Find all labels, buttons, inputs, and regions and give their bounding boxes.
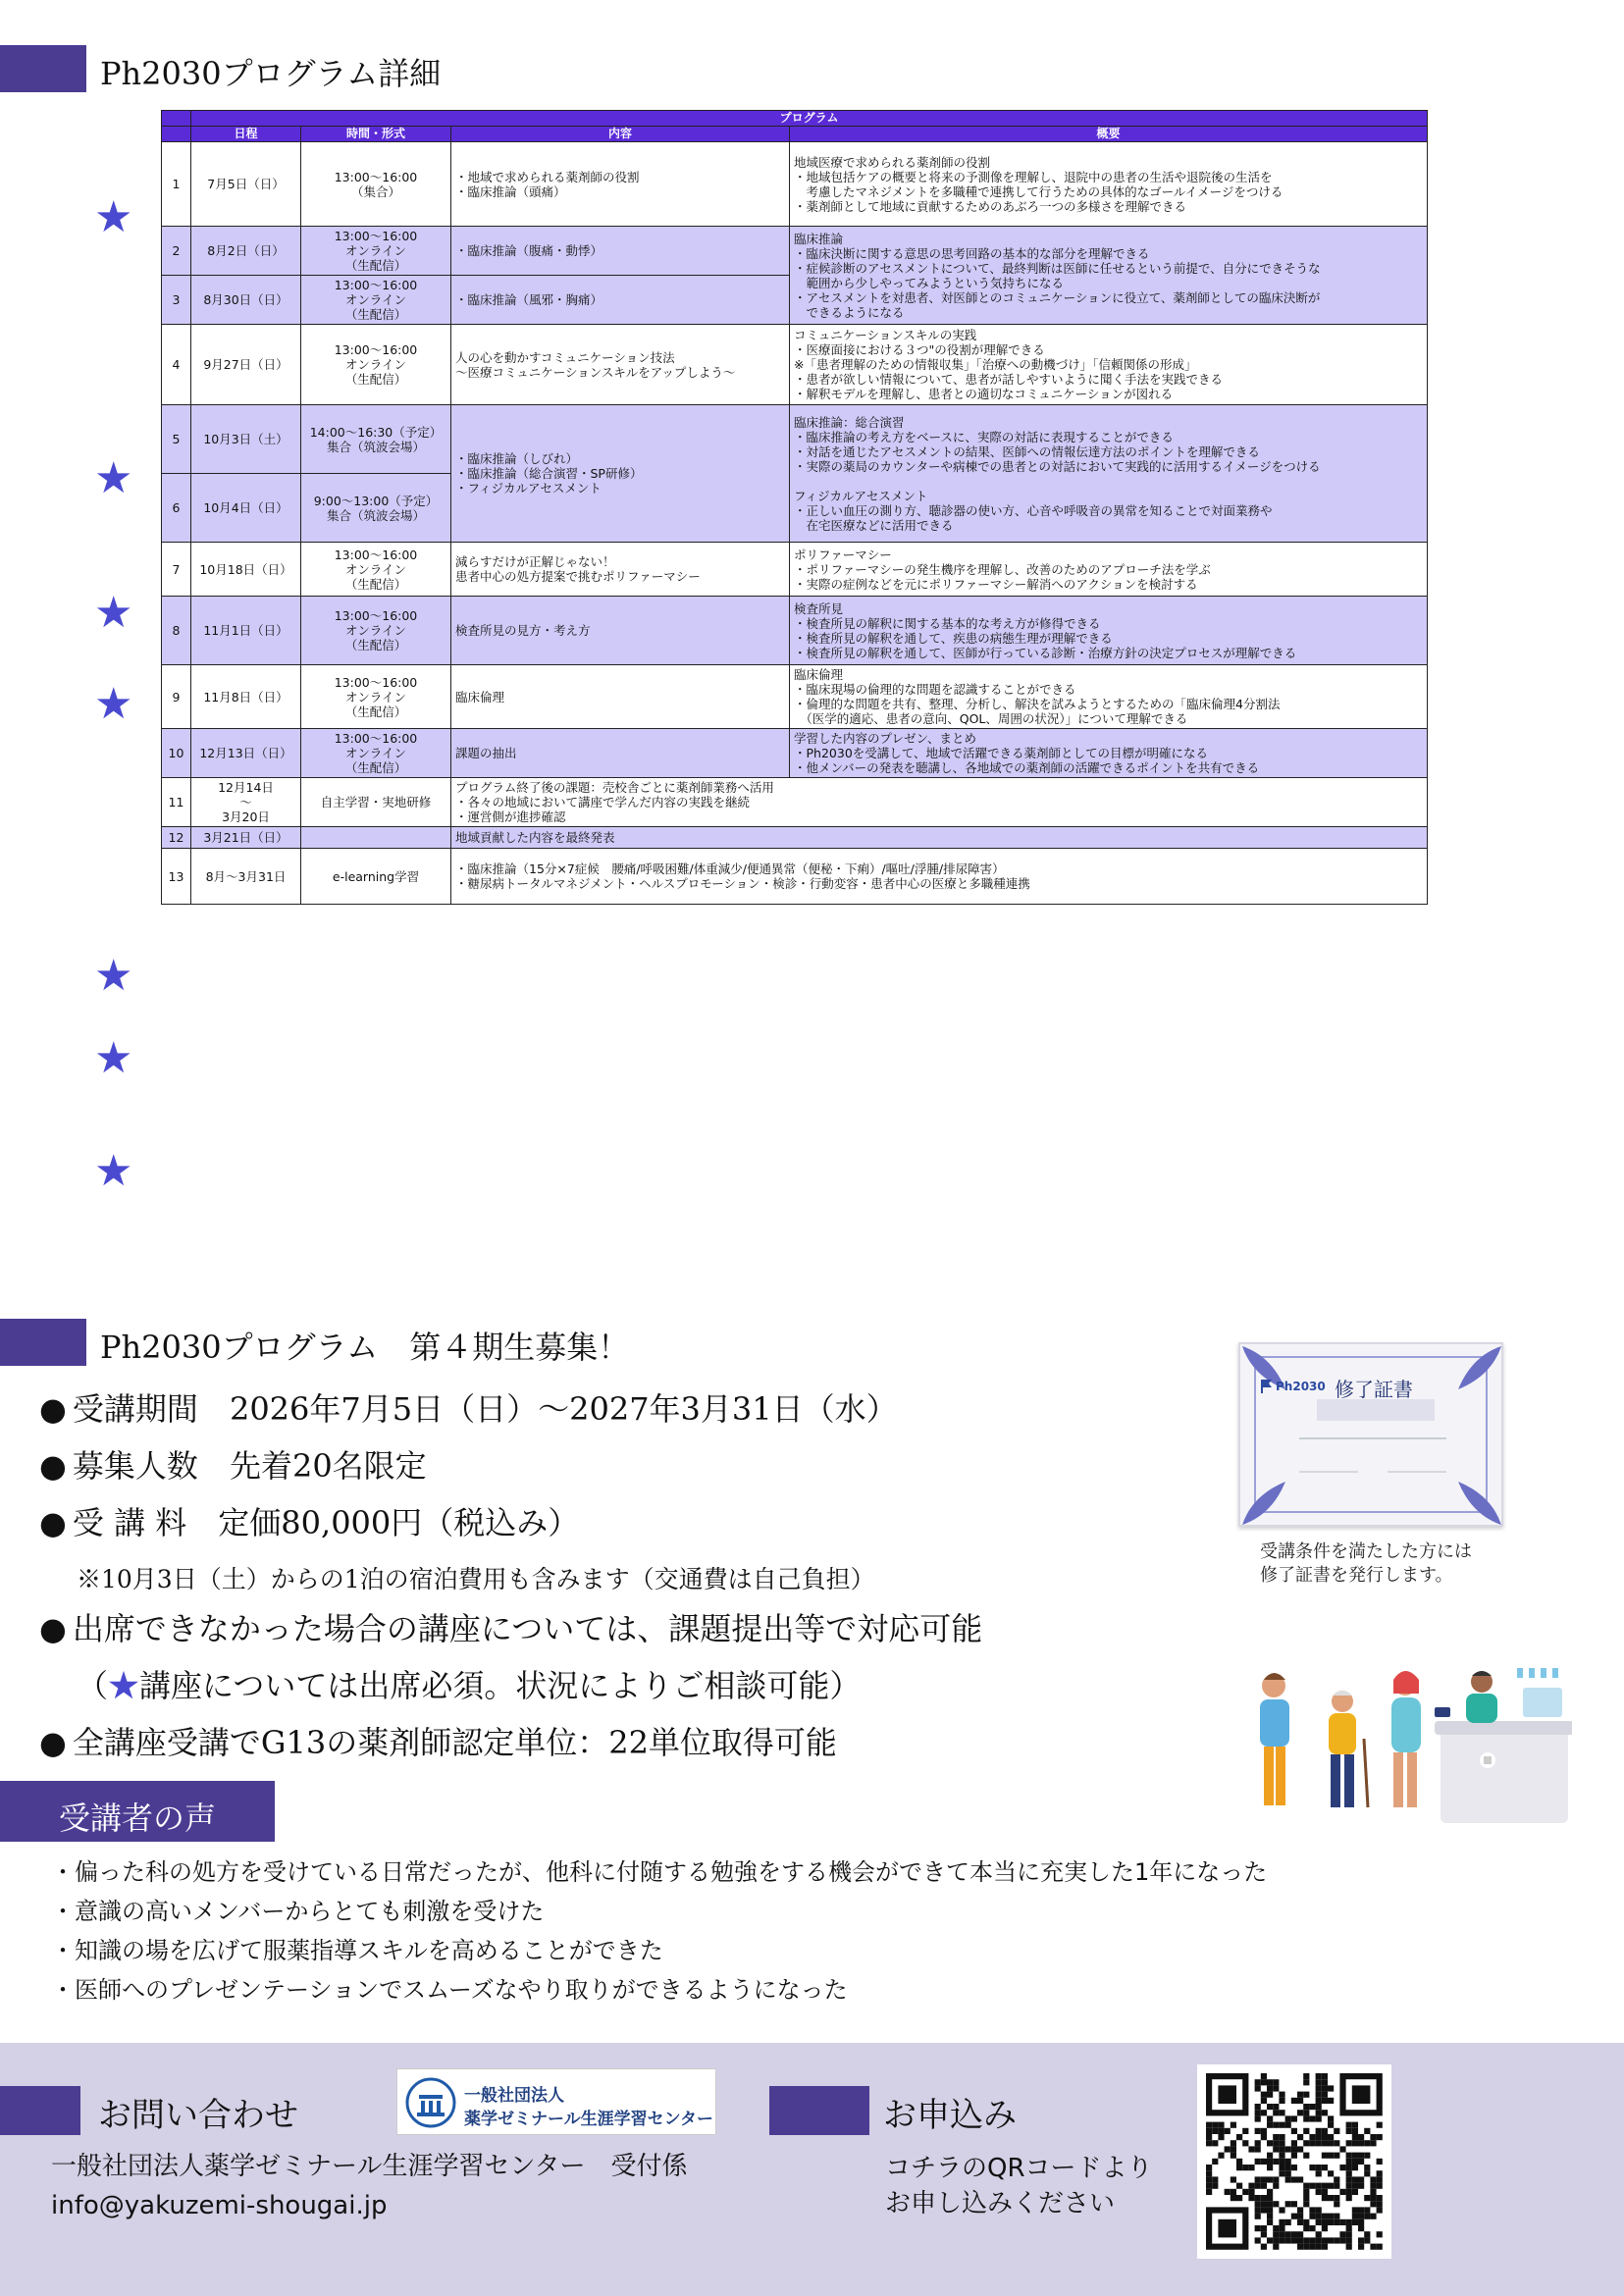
cell-line: ・地域包括ケアの概要と将来の予測像を理解し、退院中の患者の生活や退院後の生活を: [794, 169, 1273, 184]
cell-line: 集合（筑波会場）: [326, 507, 425, 523]
cell-line: できるようになる: [794, 304, 905, 320]
cell-line: （生配信）: [344, 760, 407, 775]
row-summary: [790, 543, 1428, 597]
row-no: 6: [162, 474, 191, 543]
apply-line-1: コチラのQRコードより: [885, 2154, 1153, 2183]
cell-line: 地域医療で求められる薬剤師の役割: [794, 154, 991, 170]
cell-line: 13:00～16:00: [334, 731, 418, 746]
row-date: [191, 665, 301, 729]
row-date: [191, 142, 301, 227]
cell-line: ・他メンバーの発表を聴講し、各地域での薬剤師の活躍できるポイントを共有できる: [794, 760, 1260, 775]
row-no: 11: [162, 778, 191, 827]
row-content: [451, 543, 790, 597]
cell-line: （医学的適応、患者の意向、QOL、周囲の状況）」について理解できる: [794, 711, 1188, 726]
cell-line: ・地域で求められる薬剤師の役割: [455, 169, 640, 184]
contact-title: お問い合わせ: [98, 2096, 298, 2135]
star-icon: ★: [94, 588, 133, 638]
table-row: [162, 849, 1428, 905]
row-summary: [790, 405, 1428, 543]
cell-line: 8月～3月31日: [205, 868, 287, 884]
certificate-ornament-icon: [1240, 1344, 1505, 1529]
cell-line: 自主学習・実地研修: [320, 795, 432, 809]
certificate-title: 修了証書: [1335, 1378, 1413, 1401]
cell-line: オンライン: [344, 689, 407, 704]
absent-note-pre: （: [77, 1667, 109, 1704]
contact-bar: [0, 2086, 80, 2135]
cell-line: 減らすだけが正解じゃない！: [455, 554, 615, 569]
cell-line: 患者中心の処方提案で挑むポリファーマシー: [455, 569, 701, 584]
certificate-image: [1238, 1342, 1503, 1527]
cell-line: オンライン: [344, 292, 407, 307]
cell-line: ※「患者理解のための情報収集」「治療への動機づけ」「信頼関係の形成」: [794, 357, 1197, 372]
cell-line: 12月13日（日）: [199, 746, 292, 760]
cell-line: ポリファーマシー: [794, 547, 892, 562]
row-no: 4: [162, 325, 191, 405]
cell-line: ・臨床推論（風邪・胸痛）: [455, 292, 603, 307]
cell-line: [794, 474, 1423, 489]
voice-item: ・知識の場を広げて服薬指導スキルを高めることができた: [51, 1937, 663, 1964]
row-date: [191, 597, 301, 665]
apply-bar: [769, 2086, 869, 2135]
row-no: 12: [162, 827, 191, 849]
header-col-2: 内容: [451, 127, 790, 142]
cell-line: 臨床倫理: [455, 689, 505, 704]
cell-line: 11月1日（日）: [203, 623, 288, 638]
cell-line: 人の心を動かすコミュニケーション技法: [455, 349, 675, 365]
bullet: ●: [39, 1504, 67, 1541]
row-no: 1: [162, 142, 191, 227]
cell-line: （生配信）: [344, 258, 407, 273]
table-header-columns: [162, 127, 1428, 142]
cell-line: ・症候診断のアセスメントについて、最終判断は医師に任せるという前提で、自分にできそうな: [794, 260, 1321, 276]
recruit-period-label: 受講期間: [72, 1390, 198, 1428]
row-date: [191, 227, 301, 276]
row-content: [451, 778, 1428, 827]
section-bar-1: [0, 45, 86, 92]
cell-line: ・実際の薬局のカウンターや病棟での患者との対話において実践的に活用するイメージをつける: [794, 458, 1321, 474]
cell-line: 検査所見の見方・考え方: [455, 623, 591, 638]
program-schedule-table: [161, 110, 1428, 905]
cell-line: [305, 830, 446, 845]
row-no: 13: [162, 849, 191, 905]
cell-line: ・検査所見の解釈を通して、疾患の病態生理が理解できる: [794, 630, 1113, 646]
table-row: [162, 665, 1428, 729]
cell-line: ・臨床決断に関する意思の思考回路の基本的な部分を理解できる: [794, 245, 1150, 261]
row-date: [191, 543, 301, 597]
cell-line: ・臨床推論（しびれ）: [455, 451, 579, 466]
cell-line: 臨床倫理: [794, 667, 844, 682]
cell-line: （集合）: [350, 183, 400, 199]
table-row: [162, 597, 1428, 665]
qr-code-icon[interactable]: [1197, 2064, 1391, 2259]
star-icon: ★: [94, 1033, 133, 1083]
star-icon: ★: [94, 1146, 133, 1196]
star-icon: ★: [94, 192, 133, 242]
row-content: [451, 325, 790, 405]
row-date: [191, 325, 301, 405]
header-col-0: 日程: [191, 127, 301, 142]
cell-line: 13:00～16:00: [334, 278, 418, 292]
cell-line: 地域貢献した内容を最終発表: [455, 830, 615, 845]
cell-line: ・ポリファーマシーの発生機序を理解し、改善のためのアプローチ法を学ぶ: [794, 561, 1211, 577]
row-content: [451, 729, 790, 778]
row-content: [451, 142, 790, 227]
row-summary: [790, 142, 1428, 227]
cell-line: 3月20日: [222, 809, 270, 824]
cell-line: ～: [239, 795, 252, 809]
cell-line: （生配信）: [344, 576, 407, 592]
table-row: [162, 827, 1428, 849]
row-time: [301, 729, 451, 778]
cell-line: 7月5日（日）: [207, 177, 285, 191]
cell-line: 13:00～16:00: [334, 342, 418, 357]
table-row: [162, 142, 1428, 227]
star-icon: ★: [94, 679, 133, 729]
cell-line: 10月4日（日）: [203, 500, 288, 515]
recruit-fee-label: 受 講 料: [72, 1504, 187, 1541]
row-time: [301, 325, 451, 405]
cell-line: e-learning学習: [332, 868, 420, 884]
cell-line: （生配信）: [344, 704, 407, 719]
recruit-period-value: 2026年7月5日（日）～2027年3月31日（水）: [229, 1390, 898, 1428]
row-time: [301, 597, 451, 665]
cell-line: 臨床推論: [794, 231, 844, 246]
recruit-fee-note: ※10月3日（土）からの1泊の宿泊費用も含みます（交通費は自己負担）: [77, 1565, 875, 1593]
cell-line: ・対話を通じたアセスメントの結果、医師への情報伝達方法のポイントを理解できる: [794, 444, 1260, 459]
cell-line: フィジカルアセスメント: [794, 488, 928, 503]
cell-line: 9:00～13:00（予定）: [313, 493, 439, 508]
cell-line: ・薬剤師として地域に貢献するためのあぶろ一つの多様さを理解できる: [794, 198, 1187, 214]
row-time: [301, 405, 451, 474]
row-no: 2: [162, 227, 191, 276]
voice-item: ・医師へのプレゼンテーションでスムーズなやり取りができるようになった: [51, 1976, 848, 2004]
voices-title: 受講者の声: [59, 1800, 217, 1837]
logo-line2: 薬学ゼミナール生涯学習センター: [464, 2110, 713, 2129]
bullet: ●: [39, 1724, 67, 1761]
row-time: [301, 778, 451, 827]
cell-line: ・正しい血圧の測り方、聴診器の使い方、心音や呼吸音の異常を知ることで対面業務や: [794, 502, 1273, 518]
row-date: [191, 827, 301, 849]
recruit-fee-value: 定価80,000円（税込み）: [218, 1504, 580, 1541]
cell-line: 13:00～16:00: [334, 169, 418, 184]
cell-line: 13:00～16:00: [334, 547, 418, 562]
row-date: [191, 729, 301, 778]
table-row: [162, 227, 1428, 276]
row-summary: [790, 729, 1428, 778]
cell-line: 13:00～16:00: [334, 608, 418, 623]
cell-line: オンライン: [344, 561, 407, 577]
row-time: [301, 827, 451, 849]
contact-org: 一般社団法人薬学ゼミナール生涯学習センター 受付係: [51, 2152, 688, 2181]
recruit-absent-text: 出席できなかった場合の講座については、課題提出等で対応可能: [72, 1610, 983, 1647]
certificate-caption-2: 修了証書を発行します。: [1260, 1565, 1453, 1586]
apply-title: お申込み: [883, 2096, 1017, 2135]
row-summary: [790, 325, 1428, 405]
cell-line: 10月18日（日）: [199, 561, 292, 577]
cell-line: 8月2日（日）: [207, 243, 285, 258]
cell-line: ・検査所見の解釈を通して、医師が行っている診断・治療方針の決定プロセスが理解できる: [794, 645, 1297, 660]
recruit-credit: [39, 1723, 837, 1762]
row-content: [451, 849, 1428, 905]
cell-line: 集合（筑波会場）: [326, 439, 425, 454]
bullet: ●: [39, 1390, 67, 1428]
row-time: [301, 276, 451, 325]
bullet: ●: [39, 1447, 67, 1485]
cell-line: ～医療コミュニケーションスキルをアップしよう～: [455, 364, 736, 380]
table-header-program: [162, 111, 1428, 127]
recruit-capacity-value: 先着20名限定: [229, 1447, 427, 1485]
cell-line: ・臨床推論（総合演習・SP研修）: [455, 466, 643, 481]
cell-line: ・検査所見の解釈に関する基本的な考え方が修得できる: [794, 615, 1101, 631]
logo-line1: 一般社団法人: [464, 2086, 564, 2106]
row-summary: [790, 597, 1428, 665]
recruit-credit-text: 全講座受講でG13の薬剤師認定単位：22単位取得可能: [72, 1724, 837, 1761]
row-no: 9: [162, 665, 191, 729]
recruit-capacity-label: 募集人数: [72, 1447, 198, 1485]
row-no: 5: [162, 405, 191, 474]
row-date: [191, 778, 301, 827]
row-content: [451, 276, 790, 325]
star-icon: ★: [108, 1667, 140, 1704]
cell-line: 8月30日（日）: [203, 292, 288, 307]
cell-line: 考慮したマネジメントを多職種で連携して行うための具体的なゴールイメージをつける: [794, 183, 1283, 199]
pharmacy-illustration: [1238, 1658, 1572, 1825]
cell-line: ・患者が欲しい情報について、患者が話しやすいように聞く手法を実践できる: [794, 372, 1224, 387]
table-row: [162, 543, 1428, 597]
header-blank: [162, 111, 191, 127]
row-time: [301, 665, 451, 729]
row-time: [301, 849, 451, 905]
table-row: [162, 778, 1428, 827]
row-no: 8: [162, 597, 191, 665]
cell-line: （生配信）: [344, 638, 407, 652]
star-icon: ★: [94, 951, 133, 1001]
row-content: [451, 665, 790, 729]
cell-line: ・臨床推論（腹痛・動悸）: [455, 243, 603, 258]
row-content: [451, 405, 790, 543]
recruit-capacity: [39, 1446, 427, 1486]
cell-line: ・臨床推論の考え方をベースに、実際の対話に表現することができる: [794, 429, 1174, 444]
cell-line: 課題の抽出: [455, 746, 517, 760]
header-no: [162, 127, 191, 142]
cell-line: 13:00～16:00: [334, 229, 418, 243]
cell-line: 在宅医療などに活用できる: [794, 517, 954, 533]
row-summary: [790, 227, 1428, 325]
header-program: プログラム: [191, 111, 1428, 127]
row-no: 3: [162, 276, 191, 325]
cell-line: ・運営側が進捗確認: [455, 809, 566, 824]
cell-line: ・フィジカルアセスメント: [455, 481, 602, 496]
qr-code[interactable]: [1197, 2064, 1391, 2259]
header-col-3: 概要: [790, 127, 1428, 142]
apply-line-2: お申し込みください: [885, 2189, 1116, 2218]
section-bar-2: [0, 1319, 86, 1366]
cell-line: ・解釈モデルを理解し、患者との適切なコミュニケーションが図れる: [794, 387, 1174, 401]
cell-line: ・アセスメントを対患者、対医師とのコミュニケーションに役立て、薬剤師としての臨床決断が: [794, 289, 1321, 305]
cell-line: ・臨床現場の倫理的な問題を認識することができる: [794, 682, 1076, 697]
section-title-recruit: Ph2030プログラム 第４期生募集！: [100, 1329, 630, 1366]
cell-line: 14:00～16:30（予定）: [309, 424, 443, 440]
cell-line: オンライン: [344, 357, 407, 372]
cell-line: （生配信）: [344, 372, 407, 387]
cell-line: 学習した内容のプレゼン、まとめ: [794, 731, 977, 746]
row-content: [451, 227, 790, 276]
cell-line: コミュニケーションスキルの実践: [794, 328, 977, 342]
cell-line: ・各々の地域において講座で学んだ内容の実践を継続: [455, 795, 751, 809]
absent-note-post: 講座については出席必須。状況によりご相談可能）: [139, 1667, 862, 1704]
cell-line: オンライン: [344, 623, 407, 638]
cell-line: ・Ph2030を受講して、地域で活躍できる薬剤師としての目標が明確になる: [794, 746, 1209, 760]
cell-line: 11月8日（日）: [203, 689, 288, 704]
cell-line: オンライン: [344, 746, 407, 760]
voice-item: ・意識の高いメンバーからとても刺激を受けた: [51, 1898, 545, 1925]
header-col-1: 時間・形式: [301, 127, 451, 142]
star-icon: ★: [94, 453, 133, 503]
cell-line: 13:00～16:00: [334, 674, 418, 690]
row-no: 7: [162, 543, 191, 597]
contact-email[interactable]: info@yakuzemi-shougai.jp: [51, 2191, 388, 2220]
cell-line: 9月27日（日）: [203, 357, 288, 372]
row-time: [301, 227, 451, 276]
cell-line: 12月14日: [218, 780, 274, 795]
cell-line: ・医療面接における３つ"の役割が理解できる: [794, 342, 1045, 357]
certificate-brand: Ph2030: [1276, 1380, 1326, 1393]
row-time: [301, 543, 451, 597]
cell-line: ・臨床推論（頭痛）: [455, 183, 566, 199]
row-time: [301, 142, 451, 227]
bullet: ●: [39, 1610, 67, 1647]
row-content: [451, 827, 1428, 849]
cell-line: （生配信）: [344, 307, 407, 322]
cell-line: オンライン: [344, 243, 407, 258]
row-summary: [790, 665, 1428, 729]
certificate-caption-1: 受講条件を満たした方には: [1260, 1541, 1472, 1562]
recruit-absent: [39, 1609, 982, 1648]
cell-line: 3月21日（日）: [203, 830, 288, 845]
row-no: 10: [162, 729, 191, 778]
row-time: [301, 474, 451, 543]
table-row: [162, 325, 1428, 405]
cell-line: 臨床推論：総合演習: [794, 414, 905, 430]
recruit-fee: [39, 1503, 579, 1542]
table-row: [162, 405, 1428, 474]
section-title-program-detail: Ph2030プログラム詳細: [100, 55, 442, 92]
voice-item: ・偏った科の処方を受けている日常だったが、他科に付随する勉強をする機会ができて本当に充実した1年になった: [51, 1858, 1268, 1886]
cell-line: ・実際の症例などを元にポリファーマシー解消へのアクションを検討する: [794, 576, 1198, 592]
org-logo-icon: [405, 2077, 456, 2128]
cell-line: 検査所見: [794, 600, 844, 616]
row-date: [191, 474, 301, 543]
cell-line: ・臨床推論（15分×7症候 腰痛/呼吸困難/体重減少/便通異常（便秘・下痢）/嘔吐/浮腫/排尿障害）: [455, 861, 1005, 876]
cell-line: 範囲から少しやってみようという気持ちになる: [794, 275, 1065, 290]
row-date: [191, 405, 301, 474]
cell-line: 10月3日（土）: [203, 432, 288, 446]
row-date: [191, 276, 301, 325]
row-content: [451, 597, 790, 665]
recruit-period: [39, 1389, 898, 1429]
org-logo: [396, 2068, 716, 2135]
table-row: [162, 729, 1428, 778]
row-date: [191, 849, 301, 905]
cell-line: ・糖尿病トータルマネジメント・ヘルスプロモーション・検診・行動変容・患者中心の医療と多職種連携: [455, 876, 1030, 891]
cell-line: プログラム終了後の課題：売校舎ごとに薬剤師業務へ活用: [455, 780, 774, 795]
cell-line: ・倫理的な問題を共有、整理、分析し、解決を試みようとするための「臨床倫理4分割法: [794, 697, 1281, 711]
recruit-absent-note: [77, 1666, 861, 1705]
